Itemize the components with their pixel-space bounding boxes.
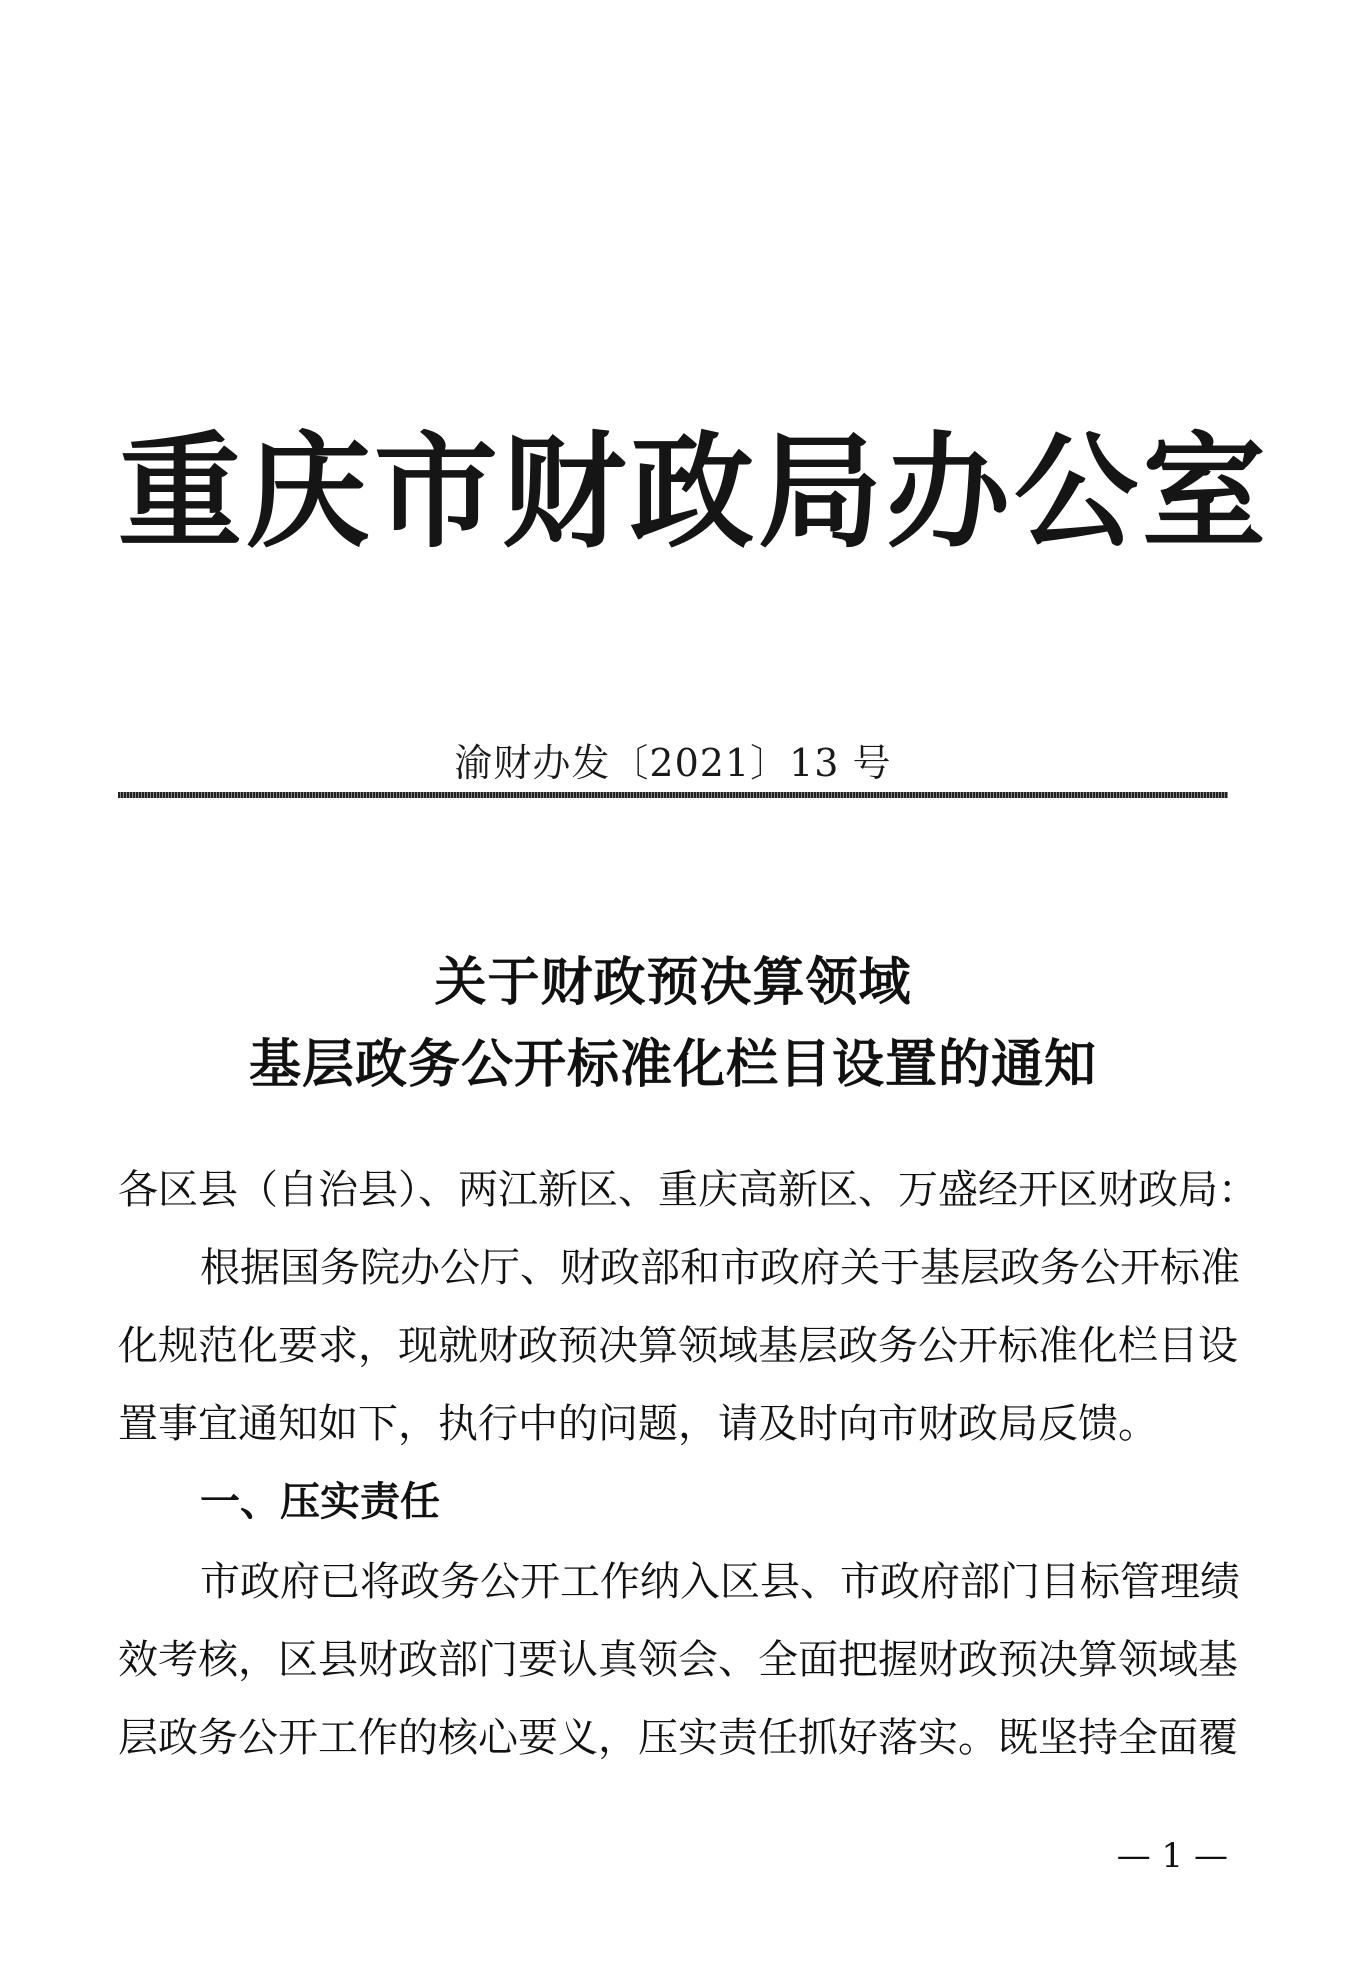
paragraph-1-line-3: 置事宜通知如下，执行中的问题，请及时向市财政局反馈。 <box>118 1401 1158 1447</box>
paragraph-1-line-1: 根据国务院办公厅、财政部和市政府关于基层政务公开标准 <box>200 1245 1240 1291</box>
paragraph-2-line-3: 层政务公开工作的核心要义，压实责任抓好落实。既坚持全面覆 <box>118 1715 1238 1761</box>
paragraph-2-line-2: 效考核，区县财政部门要认真领会、全面把握财政预决算领域基 <box>118 1637 1238 1683</box>
issuing-organization-title: 重庆市财政局办公室 <box>118 421 1271 565</box>
page-number: — 1 — <box>1116 1836 1228 1876</box>
section-1-heading: 一、压实责任 <box>200 1479 440 1525</box>
document-title-line-2: 基层政务公开标准化栏目设置的通知 <box>248 1035 1097 1095</box>
header-divider-line <box>118 792 1228 798</box>
paragraph-1-line-2: 化规范化要求，现就财政预决算领域基层政务公开标准化栏目设 <box>118 1323 1238 1369</box>
document-number: 渝财办发〔2021〕13 号 <box>454 741 892 785</box>
paragraph-2-line-1: 市政府已将政务公开工作纳入区县、市政府部门目标管理绩 <box>200 1559 1240 1605</box>
salutation: 各区县（自治县）、两江新区、重庆高新区、万盛经开区财政局： <box>118 1167 1258 1213</box>
document-title-line-1: 关于财政预决算领域 <box>434 953 912 1013</box>
